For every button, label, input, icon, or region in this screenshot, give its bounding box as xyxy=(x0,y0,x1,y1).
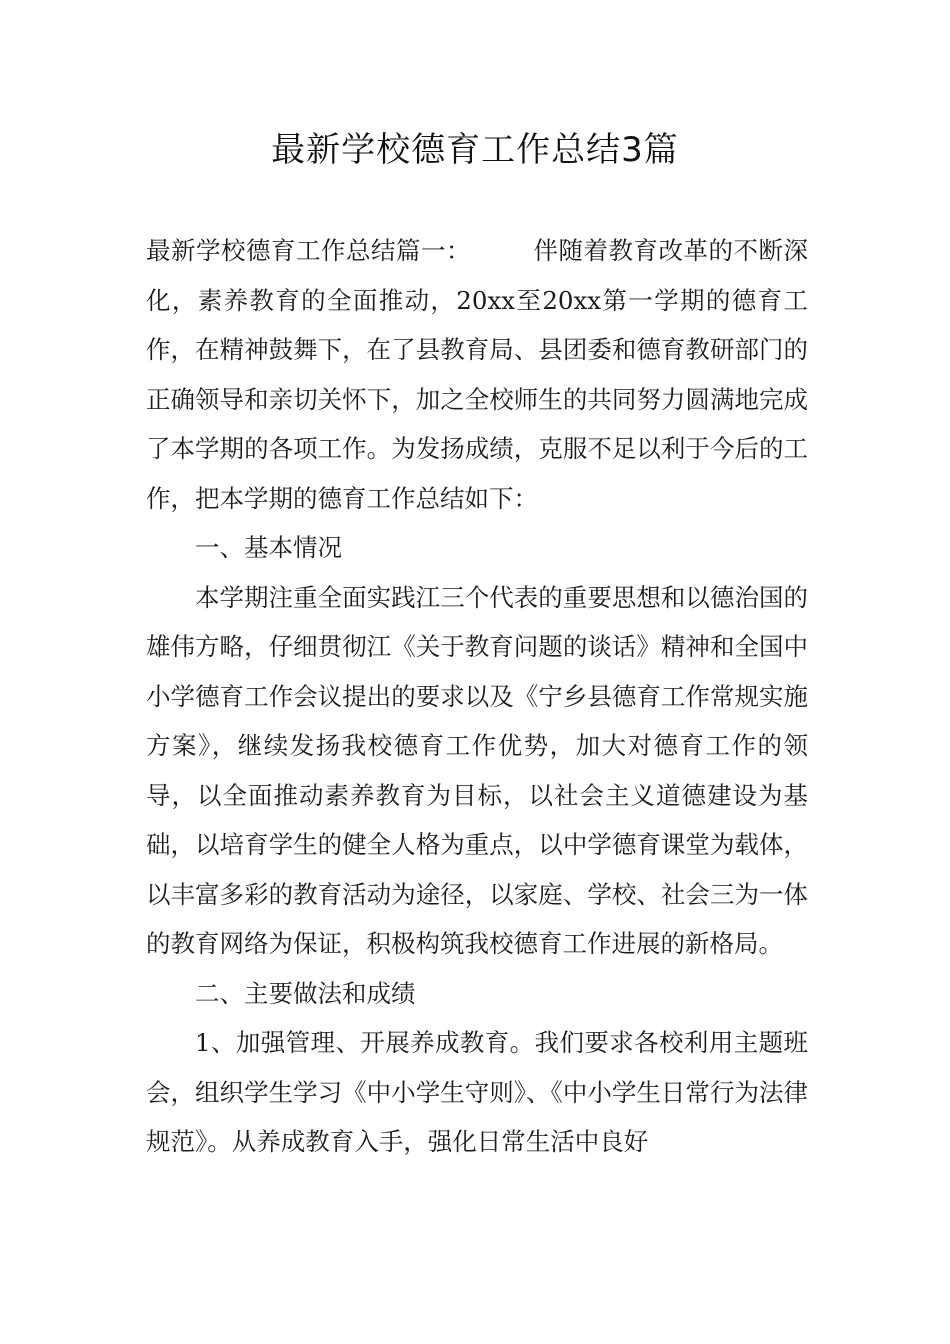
intro-text: 伴随着教育改革的不断深化，素养教育的全面推动，20xx至20xx第一学期的德育工作，在精神鼓舞下，在了县教育局、县团委和德育教研部门的正确领导和亲切关怀下，加之全校师生的共同努力圆满地完成了本学期的各项工作。为发扬成绩，克服不足以利于今后的工作，把本学期的德育工作总结如下： xyxy=(146,236,808,513)
section-heading-basic: 一、基本情况 xyxy=(195,533,342,562)
paragraph-management: 1、加强管理、开展养成教育。我们要求各校利用主题班会，组织学生学习《中小学生守则》、《中小学生日常行为法律规范》。从养成教育入手，强化日常生活中良好 xyxy=(146,1028,808,1156)
document-title: 最新学校德育工作总结3篇 xyxy=(271,130,679,170)
document-body xyxy=(146,226,808,1167)
section-heading-methods: 二、主要做法和成绩 xyxy=(195,978,416,1008)
intro-label: 最新学校德育工作总结篇一： xyxy=(146,236,471,265)
paragraph-basic-situation: 本学期注重全面实践江三个代表的重要思想和以德治国的雄伟方略，仔细贯彻江《关于教育问题的谈话》精神和全国中小学德育工作会议提出的要求以及《宁乡县德育工作常规实施方案》，继续发扬我校德育工作优势，加大对德育工作的领导，以全面推动素养教育为目标，以社会主义道德建设为基础，以培育学生的健全人格为重点，以中学德育课堂为载体，以丰富多彩的教育活动为途径，以家庭、学校、社会三为一体的教育网络为保证，积极构筑我校德育工作进展的新格局。 xyxy=(146,582,808,958)
intro-paragraph xyxy=(146,226,808,523)
